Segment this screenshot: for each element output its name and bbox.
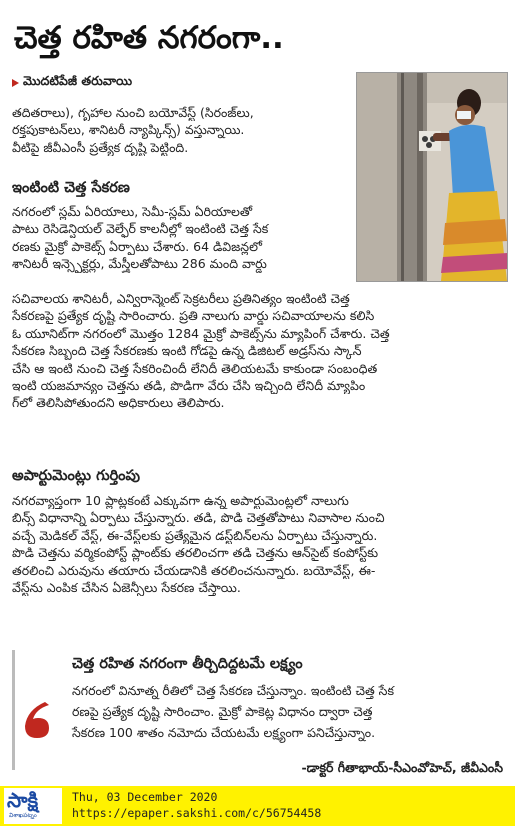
quote-mark-icon (21, 700, 55, 744)
quote-body (72, 680, 394, 743)
section-heading-apartments: అపార్టుమెంట్లు గుర్తింపు (12, 468, 141, 484)
text-line: నగరవ్యాప్తంగా 10 ప్లాట్లకంటే ఎక్కువగా ఉన్న అపార్టుమెంట్లలో నాలుగు (12, 493, 349, 508)
quote-signature: -డాక్టర్ గీతాభాయ్-సీఎంవోహెచ్, జీవీఎంసీ (301, 760, 503, 775)
text-line: బిన్స్ విధానాన్ని ఏర్పాటు చేస్తున్నారు. తడి, పొడి చెత్తతోపాటు నివాసాల నుంచి (12, 510, 385, 526)
text-line: సచివాలయ శానిటరీ, ఎన్విరాన్మెంట్ సెక్రటరీలు ప్రతినిత్యం ఇంటింటి చెత్త (12, 291, 350, 306)
logo-text: సాక్షి (7, 788, 39, 812)
text-line: తదితరాలు), గృహాల నుంచి బయోవేస్ట్ (సిరంజ్‌లు, (12, 105, 254, 120)
quote-divider (12, 650, 15, 770)
quote-line: సేకరణ 100 శాతం నమోదు చేయటమే లక్ష్యంగా పనిచేస్తున్నాం. (72, 725, 376, 740)
section-heading-door-to-door: ఇంటింటి చెత్త సేకరణ (12, 180, 130, 196)
section1-paragraph-narrow (12, 203, 352, 273)
quote-title: చెత్త రహిత నగరంగా తీర్చిదిద్దటమే లక్ష్యం (72, 656, 303, 672)
quote-line: రణపై ప్రత్యేక దృష్టి సారించాం. మైక్రో పాకెట్ల విధానం ద్వారా చెత్త (72, 704, 373, 719)
text-line: పాటు రెసిడెన్షియల్ వెల్ఫేర్ కాలనీల్లో ఇంటింటి చెత్త సేక (12, 221, 269, 237)
text-line: నగరంలో స్లమ్ ఏరియాలు, సెమీ-స్లమ్ ఏరియాలతో (12, 204, 253, 219)
continued-from-front-page (12, 73, 132, 92)
triangle-bullet-icon (12, 79, 19, 87)
text-line: రణకు మైక్రో పాకెట్స్ ఏర్పాటు చేశారు. 64 డివిజన్లలో (12, 238, 262, 254)
footer-meta (72, 789, 321, 821)
epaper-url[interactable]: https://epaper.sakshi.com/c/56754458 (72, 806, 322, 820)
text-line: ఇంటి యజమాన్యం చెత్తను తడి, పొడిగా వేరు చేసి ఇచ్చింది లేనిదీ మ్యాపిం (12, 377, 366, 393)
worker-photo-illustration (357, 73, 507, 281)
continued-label: మొదటిపేజీ తరువాయి (23, 73, 133, 88)
text-line: వచ్చే మెడికల్ వేస్ట్, ఈ-వేస్ట్‌లకు ప్రత్యేమైన డస్ట్‌బిన్‌లను ఏర్పాటు చేస్తున్నారు. (12, 527, 378, 543)
text-line: గ్‌లో తెలిసిపోతుందని అధికారులు తెలిపారు. (12, 395, 225, 411)
intro-paragraph (12, 104, 352, 156)
section2-paragraph (12, 492, 505, 596)
text-line: పొడి చెత్తను వర్మికంపోస్ట్ ప్లాంట్‌కు తరలించగా తడి చెత్తను ఆన్‌సైట్ కంపోస్ట్‌కు (12, 545, 379, 561)
text-line: వీటిపై జీవీఎంసీ ప్రత్యేక దృష్టి పెట్టింది. (12, 139, 189, 155)
article-photo (356, 72, 508, 282)
edition-date: Thu, 03 December 2020 (72, 790, 218, 804)
text-line: చేసి ఆ ఇంటి నుంచి చెత్త సేకరించిందీ లేనిదీ తెలియటమే కాకుండా సంబంధిత (12, 360, 378, 376)
text-line: తరలించి ఎరువును తయారు చేయడానికి తరలించనున్నారు. బయోవేస్ట్, ఈ- (12, 562, 376, 578)
quote-line: నగరంలో వినూత్న రీతిలో చెత్త సేకరణ చేస్తున్నాం. ఇంటింటి చెత్త సేక (72, 683, 394, 698)
text-line: సేకరణపై ప్రత్యేక దృష్టి సారించారు. ప్రతి నాలుగు వార్డు సచివాయాలను కలిసి (12, 308, 375, 324)
headline: చెత్త రహిత నగరంగా.. (14, 20, 284, 56)
text-line: వేస్ట్‌ను ఎంపిక చేసిన ఏజెన్సీలు సేకరణ చేస్తాయి. (12, 579, 241, 595)
text-line: రక్తపుకాటన్‌లు, శానిటరీ న్యాప్కిన్స్) వస్తున్నాయి. (12, 122, 245, 138)
logo-edition: విశాఖపట్నం (9, 812, 37, 819)
text-line: సేకరణ సిబ్బంది చెత్త సేకరణకు ఇంటి గోడపై ఉన్న డిజిటల్ అడ్రస్‌ను స్కాన్ (12, 343, 362, 359)
red-quote-glyph (21, 700, 55, 740)
text-line: ఓ యూనిట్‌గా నగరంలో మొత్తం 1284 మైక్రో పాకెట్స్‌ను మ్యాపింగ్ చేశారు. చెత్త (12, 325, 390, 341)
text-line: శానిటరీ ఇన్స్పెక్టర్లు, మేస్త్రీలతోపాటు 286 మంది వార్డు (12, 256, 267, 272)
sakshi-logo (4, 788, 62, 824)
section1-paragraph-full (12, 290, 505, 412)
epaper-footer (0, 786, 515, 826)
